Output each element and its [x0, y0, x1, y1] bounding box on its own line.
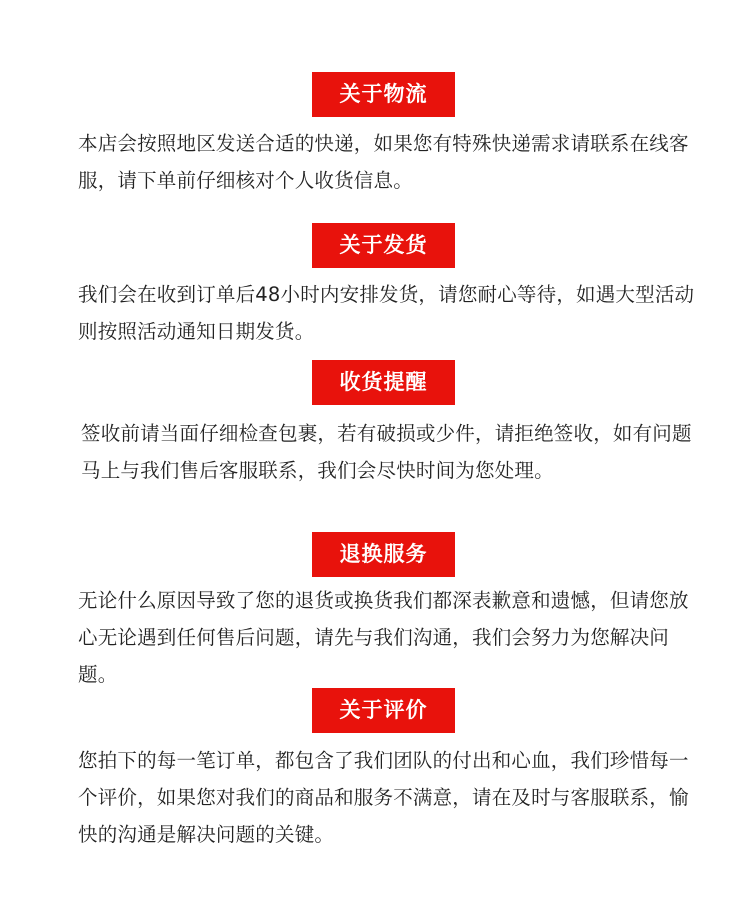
logistics-text: 本店会按照地区发送合适的快递，如果您有特殊快递需求请联系在线客服，请下单前仔细核对个人收货信息。 — [78, 132, 689, 192]
receipt-reminder-text: 签收前请当面仔细检查包裹，若有破损或少件，请拒绝签收，如有问题马上与我们售后客服联系，我们会尽快时间为您处理。 — [81, 422, 692, 482]
review-heading: 关于评价 — [312, 688, 455, 733]
return-service-heading: 退换服务 — [312, 532, 455, 577]
logistics-heading: 关于物流 — [312, 72, 455, 117]
shipping-text: 我们会在收到订单后48小时内安排发货，请您耐心等待，如遇大型活动则按照活动通知日期发货。 — [78, 283, 695, 343]
receipt-reminder-heading: 收货提醒 — [312, 360, 455, 405]
shipping-heading: 关于发货 — [312, 223, 455, 268]
review-text: 您拍下的每一笔订单，都包含了我们团队的付出和心血，我们珍惜每一个评价，如果您对我们的商品和服务不满意，请在及时与客服联系，愉快的沟通是解决问题的关键。 — [78, 749, 689, 846]
return-service-text: 无论什么原因导致了您的退货或换货我们都深表歉意和遗憾，但请您放心无论遇到任何售后问题，请先与我们沟通，我们会努力为您解决问题。 — [78, 589, 689, 686]
